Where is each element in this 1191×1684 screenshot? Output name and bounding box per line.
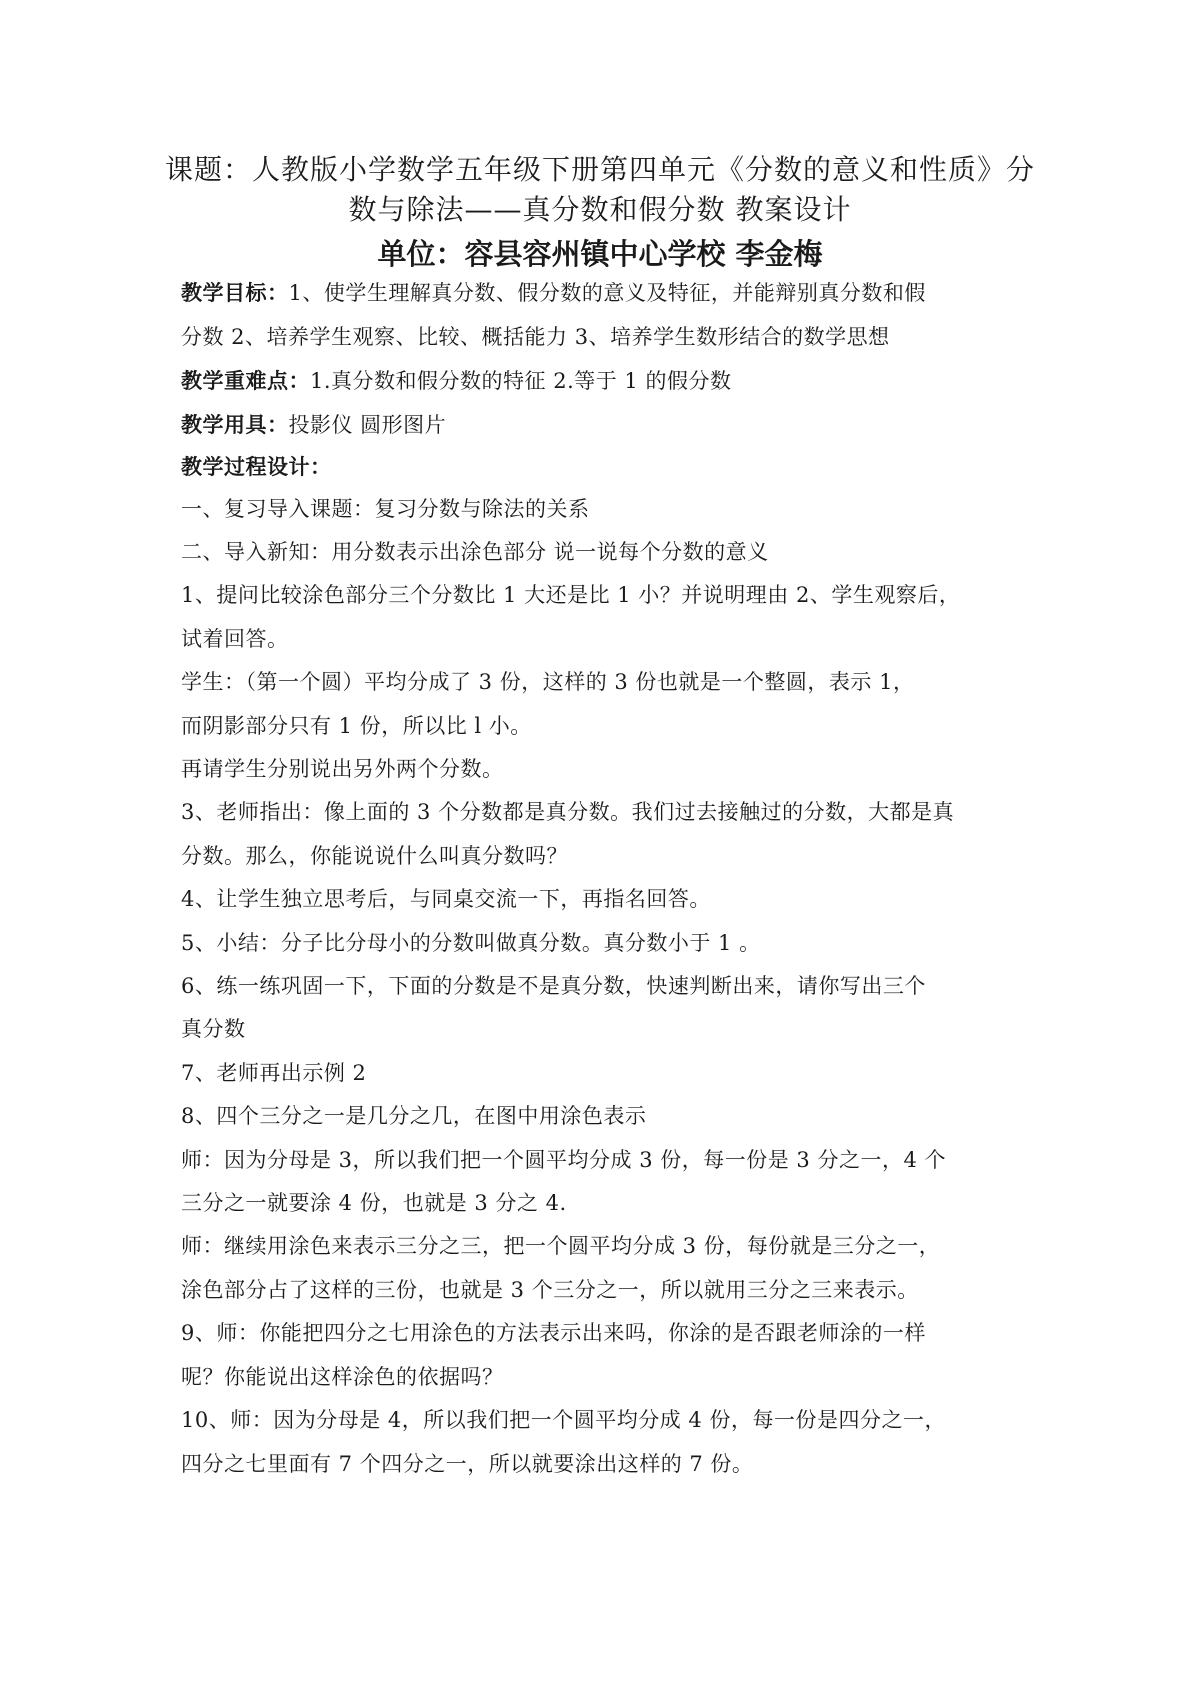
- process-line: 涂色部分占了这样的三份，也就是 3 个三分之一，所以就用三分之三来表示。: [181, 1278, 919, 1302]
- author-unit: 单位：容县容州镇中心学校 李金梅: [377, 237, 823, 271]
- process-line: 试着回答。: [181, 627, 289, 651]
- title-line-2: 数与除法——真分数和假分数 教案设计: [348, 193, 852, 226]
- process-line: 8、四个三分之一是几分之几，在图中用涂色表示: [181, 1104, 647, 1128]
- process-line: 四分之七里面有 7 个四分之一，所以就要涂出这样的 7 份。: [181, 1452, 754, 1476]
- process-line: 10、师：因为分母是 4，所以我们把一个圆平均分成 4 份，每一份是四分之一，: [181, 1408, 946, 1432]
- goals-continuation: 分数 2、培养学生观察、比较、概括能力 3、培养学生数形结合的数学思想: [181, 325, 890, 349]
- process-line: 三分之一就要涂 4 份，也就是 3 分之 4.: [181, 1191, 567, 1215]
- goals-label: 教学目标：: [181, 281, 289, 305]
- title-line-1: 课题：人教版小学数学五年级下册第四单元《分数的意义和性质》分: [164, 153, 1035, 186]
- process-line: 6、练一练巩固一下，下面的分数是不是真分数，快速判断出来，请你写出三个: [181, 974, 926, 998]
- process-line: 再请学生分别说出另外两个分数。: [181, 757, 504, 781]
- process-line: 9、师：你能把四分之七用涂色的方法表示出来吗，你涂的是否跟老师涂的一样: [181, 1321, 926, 1345]
- teaching-tools: [181, 410, 1021, 440]
- process-line: 二、导入新知：用分数表示出涂色部分 说一说每个分数的意义: [181, 540, 769, 564]
- process-line: 而阴影部分只有 1 份，所以比 l 小。: [181, 714, 532, 738]
- keypoints-label: 教学重难点：: [181, 369, 310, 393]
- process-line: 师：因为分母是 3，所以我们把一个圆平均分成 3 份，每一份是 3 分之一，4 个: [181, 1148, 946, 1172]
- lesson-title: [160, 150, 1040, 230]
- process-heading: 教学过程设计：: [181, 455, 332, 479]
- process-line: 7、老师再出示例 2: [181, 1061, 367, 1085]
- process-line: 一、复习导入课题：复习分数与除法的关系: [181, 497, 590, 521]
- process-line: 真分数: [181, 1017, 246, 1041]
- tools-label: 教学用具：: [181, 413, 289, 437]
- keypoints-text: 1.真分数和假分数的特征 2.等于 1 的假分数: [310, 369, 732, 393]
- process-line: 呢？你能说出这样涂色的依据吗？: [181, 1365, 504, 1389]
- process-line: 1、提问比较涂色部分三个分数比 1 大还是比 1 小？并说明理由 2、学生观察后，: [181, 583, 961, 607]
- key-points: [181, 366, 1021, 396]
- tools-text: 投影仪 圆形图片: [288, 413, 447, 437]
- process-line: 师：继续用涂色来表示三分之三，把一个圆平均分成 3 份，每份就是三分之一，: [181, 1234, 941, 1258]
- goals-text: 1、使学生理解真分数、假分数的意义及特征，并能辩别真分数和假: [288, 281, 926, 305]
- process-line: 4、让学生独立思考后，与同桌交流一下，再指名回答。: [181, 887, 711, 911]
- teaching-goals: [181, 278, 1021, 308]
- process-line: 3、老师指出：像上面的 3 个分数都是真分数。我们过去接触过的分数，大都是真: [181, 800, 955, 824]
- process-line: 学生：（第一个圆）平均分成了 3 份，这样的 3 份也就是一个整圆，表示 1，: [181, 670, 915, 694]
- process-line: 分数。那么，你能说说什么叫真分数吗？: [181, 844, 568, 868]
- process-line: 5、小结：分子比分母小的分数叫做真分数。真分数小于 1 。: [181, 931, 761, 955]
